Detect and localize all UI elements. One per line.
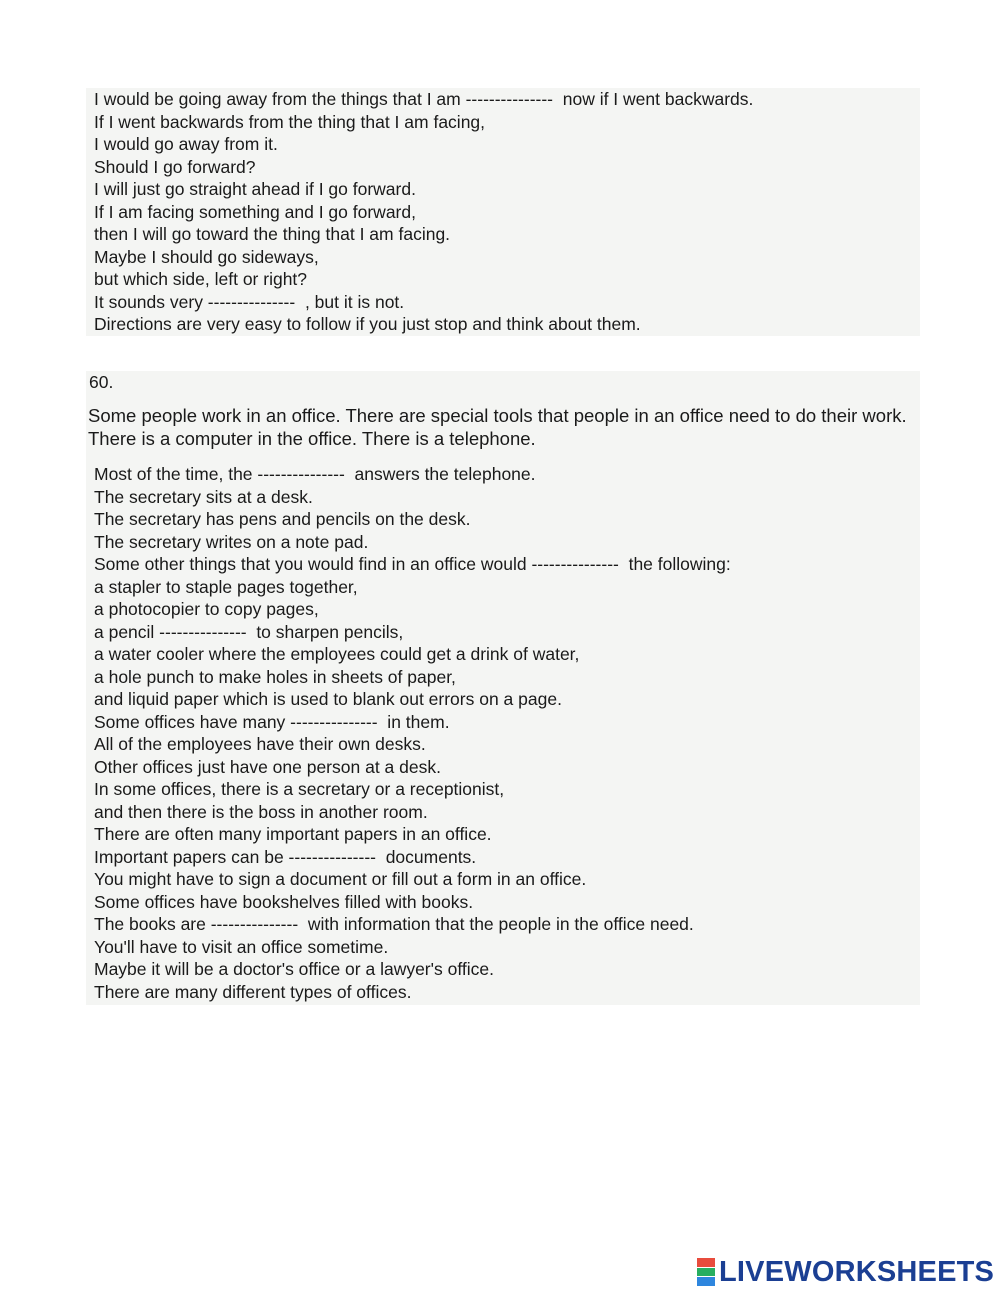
- text-line: Maybe I should go sideways,: [94, 246, 319, 267]
- text-line: I would be going away from the things that I am --------------- now if I went backwards.: [94, 89, 754, 109]
- text-line: If I went backwards from the thing that I am facing,: [94, 111, 486, 132]
- text-line: The secretary writes on a note pad.: [94, 531, 369, 552]
- passage-block-1: [86, 88, 920, 336]
- text-line: Directions are very easy to follow if you just stop and think about them.: [94, 314, 641, 334]
- text-line: The secretary sits at a desk.: [94, 486, 313, 507]
- text-line: but which side, left or right?: [94, 269, 308, 289]
- text-line: and then there is the boss in another room.: [94, 801, 428, 822]
- logo-mark-icon: [697, 1258, 715, 1286]
- text-line: There are many different types of offices.: [94, 981, 412, 1002]
- text-line: a stapler to staple pages together,: [94, 576, 358, 597]
- text-line: a photocopier to copy pages,: [94, 599, 319, 619]
- text-line: a hole punch to make holes in sheets of paper,: [94, 666, 456, 687]
- passage-block-2: [86, 371, 920, 1005]
- text-line: The secretary has pens and pencils on the desk.: [94, 509, 471, 529]
- text-line: a pencil --------------- to sharpen pencils,: [94, 621, 404, 642]
- text-line: In some offices, there is a secretary or a receptionist,: [94, 779, 505, 799]
- passage-1-lines: [94, 88, 920, 336]
- text-line: If I am facing something and I go forward,: [94, 201, 416, 222]
- liveworksheets-logo: [697, 1255, 994, 1289]
- text-line: Some offices have bookshelves filled with books.: [94, 891, 474, 912]
- text-line: Some offices have many --------------- in them.: [94, 711, 450, 732]
- text-line: Some other things that you would find in an office would --------------- the following:: [94, 554, 731, 574]
- text-line: There are often many important papers in an office.: [94, 824, 492, 844]
- text-line: You'll have to visit an office sometime.: [94, 936, 389, 957]
- text-line: a water cooler where the employees could get a drink of water,: [94, 644, 580, 664]
- text-line: I would go away from it.: [94, 134, 278, 154]
- text-line: Other offices just have one person at a desk.: [94, 756, 441, 777]
- text-line: Should I go forward?: [94, 156, 256, 177]
- text-line: Most of the time, the --------------- answers the telephone.: [94, 464, 536, 484]
- text-line: You might have to sign a document or fill out a form in an office.: [94, 869, 587, 889]
- text-line: Important papers can be --------------- documents.: [94, 846, 477, 867]
- passage-2-intro: Some people work in an office. There are special tools that people in an office need to do their work. There is a computer in the office. There is a telephone.: [88, 405, 907, 449]
- text-line: It sounds very --------------- , but it is not.: [94, 291, 405, 312]
- text-line: I will just go straight ahead if I go forward.: [94, 179, 416, 199]
- logo-text: LIVEWORKSHEETS: [719, 1256, 995, 1288]
- text-line: The books are --------------- with information that the people in the office need.: [94, 914, 694, 934]
- text-line: then I will go toward the thing that I am facing.: [94, 224, 451, 244]
- question-number: 60.: [89, 372, 114, 392]
- text-line: All of the employees have their own desks.: [94, 734, 426, 754]
- text-line: and liquid paper which is used to blank out errors on a page.: [94, 689, 562, 709]
- passage-2-lines: [94, 463, 920, 1003]
- text-line: Maybe it will be a doctor's office or a lawyer's office.: [94, 959, 494, 979]
